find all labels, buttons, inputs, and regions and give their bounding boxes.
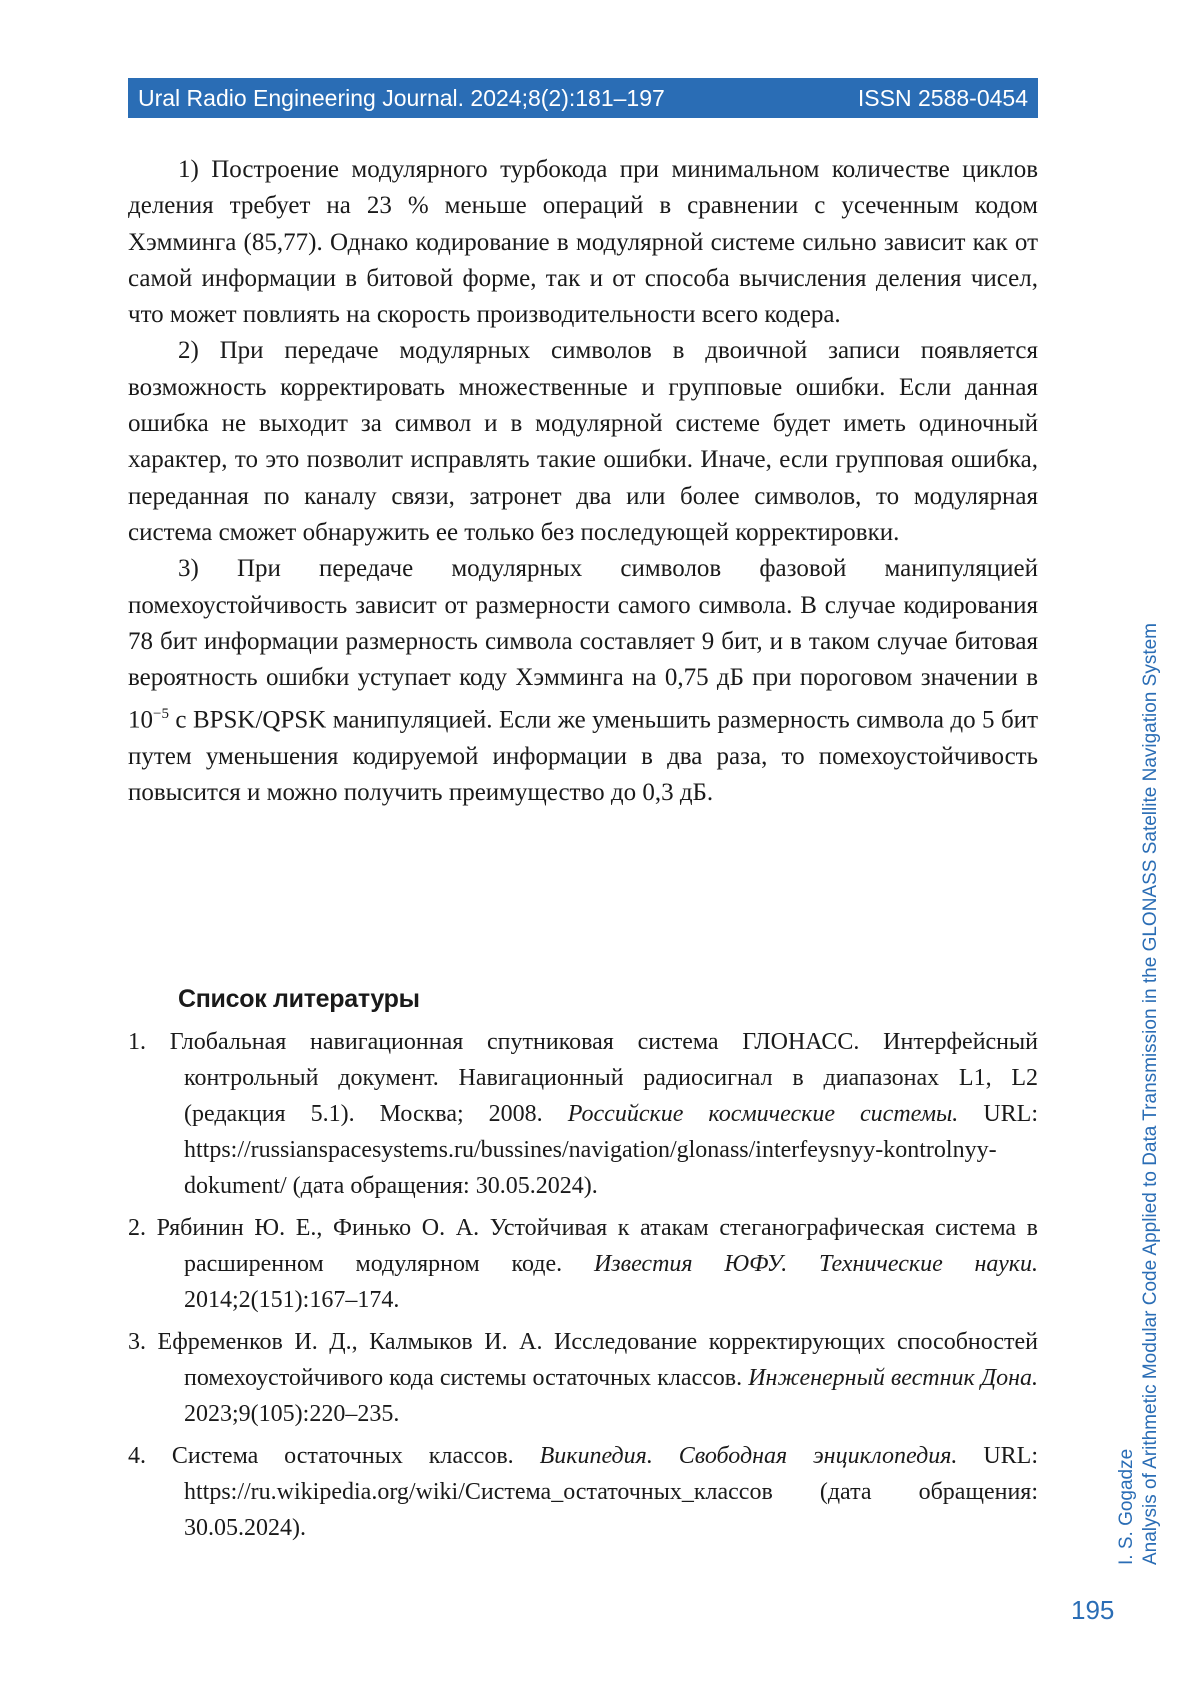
reference-source: Российские космические системы.	[567, 1101, 959, 1127]
reference-number: 2.	[128, 1215, 146, 1241]
side-article-title: Analysis of Arithmetic Modular Code Applied to Data Transmission in the GLONASS Satellite Navigation System	[1140, 623, 1161, 1565]
reference-number: 1.	[128, 1029, 146, 1055]
reference-details: URL: https://russianspacesystems.ru/bussines/navigation/glonass/interfeysnyy-kontrolnyy-dokument/ (дата обращения: 30.05.2024).	[184, 1101, 1039, 1199]
reference-details: 2023;9(105):220–235.	[184, 1401, 400, 1427]
paragraph-1: 1) Построение модулярного турбокода при минимальном количестве циклов деления требует на 23 % меньше операций в сравнении с усеченным кодом Хэмминга (85,77). Однако кодирование в модулярной системе сильно зависит как от самой информации в битовой форме, так и от способа вычисления деления чисел, что может повлиять на скорость производительности всего кодера.	[128, 156, 1038, 329]
journal-citation: Ural Radio Engineering Journal. 2024;8(2):181–197	[138, 84, 665, 111]
paragraph-3-part-a: 3) При передаче модулярных символов фазовой манипуляцией помехоустойчивость зависит от размерности самого символа. В случае кодирования 78 бит информации размерность символа составляет 9 бит, и в таком случае битовая вероятность ошибки уступает коду Хэмминга на 0,75 дБ при пороговом значении в 10	[128, 555, 1038, 734]
journal-issn: ISSN 2588-0454	[857, 84, 1028, 111]
reference-text: Ефременков И. Д., Калмыков И. А. Исследование корректирующих способностей помехоустойчивого кода системы остаточных классов.	[157, 1329, 1038, 1391]
reference-item	[128, 1024, 1038, 1204]
reference-text: Система остаточных классов.	[171, 1443, 540, 1469]
side-running-title	[1115, 623, 1163, 1565]
reference-source: Известия ЮФУ. Технические науки.	[593, 1251, 1038, 1277]
reference-source: Википедия. Свободная энциклопедия.	[539, 1443, 958, 1469]
exponent: −5	[153, 706, 169, 723]
reference-source: Инженерный вестник Дона.	[748, 1365, 1038, 1391]
reference-item	[128, 1438, 1038, 1546]
side-author: I. S. Gogadze	[1116, 1448, 1137, 1565]
reference-details: URL: https://ru.wikipedia.org/wiki/Система_остаточных_классов (дата обращения: 30.05.2024).	[184, 1443, 1039, 1541]
journal-header-bar	[128, 78, 1038, 118]
references-list	[128, 1024, 1038, 1552]
paragraph-2: 2) При передаче модулярных символов в двоичной записи появляется возможность корректировать множественные и групповые ошибки. Если данная ошибка не выходит за символ и в модулярной системе будет иметь одиночный характер, то это позволит исправлять такие ошибки. Иначе, если групповая ошибка, переданная по каналу связи, затронет два или более символов, то модулярная система сможет обнаружить ее только без последующей корректировки.	[128, 337, 1038, 546]
body-text	[128, 152, 1038, 812]
paragraph-3	[128, 551, 1038, 811]
reference-number: 4.	[128, 1443, 146, 1469]
references-title: Список литературы	[178, 985, 420, 1013]
page-number: 195	[1071, 1595, 1115, 1625]
reference-number: 3.	[128, 1329, 146, 1355]
reference-item	[128, 1210, 1038, 1318]
reference-text: Рябинин Ю. Е., Финько О. А. Устойчивая к атакам стеганографическая система в расширенном модулярном коде.	[156, 1215, 1039, 1277]
reference-details: 2014;2(151):167–174.	[184, 1287, 400, 1313]
paragraph-3-part-b: с BPSK/QPSK манипуляцией. Если же уменьшить размерность символа до 5 бит путем уменьшения кодируемой информации в два раза, то помехоустойчивость повысится и можно получить преимущество до 0,3 дБ.	[128, 706, 1038, 807]
reference-item	[128, 1324, 1038, 1432]
reference-text: Глобальная навигационная спутниковая система ГЛОНАСС. Интерфейсный контрольный документ. Навигационный радиосигнал в диапазонах L1, L2 (редакция 5.1). Москва; 2008.	[169, 1029, 1038, 1127]
